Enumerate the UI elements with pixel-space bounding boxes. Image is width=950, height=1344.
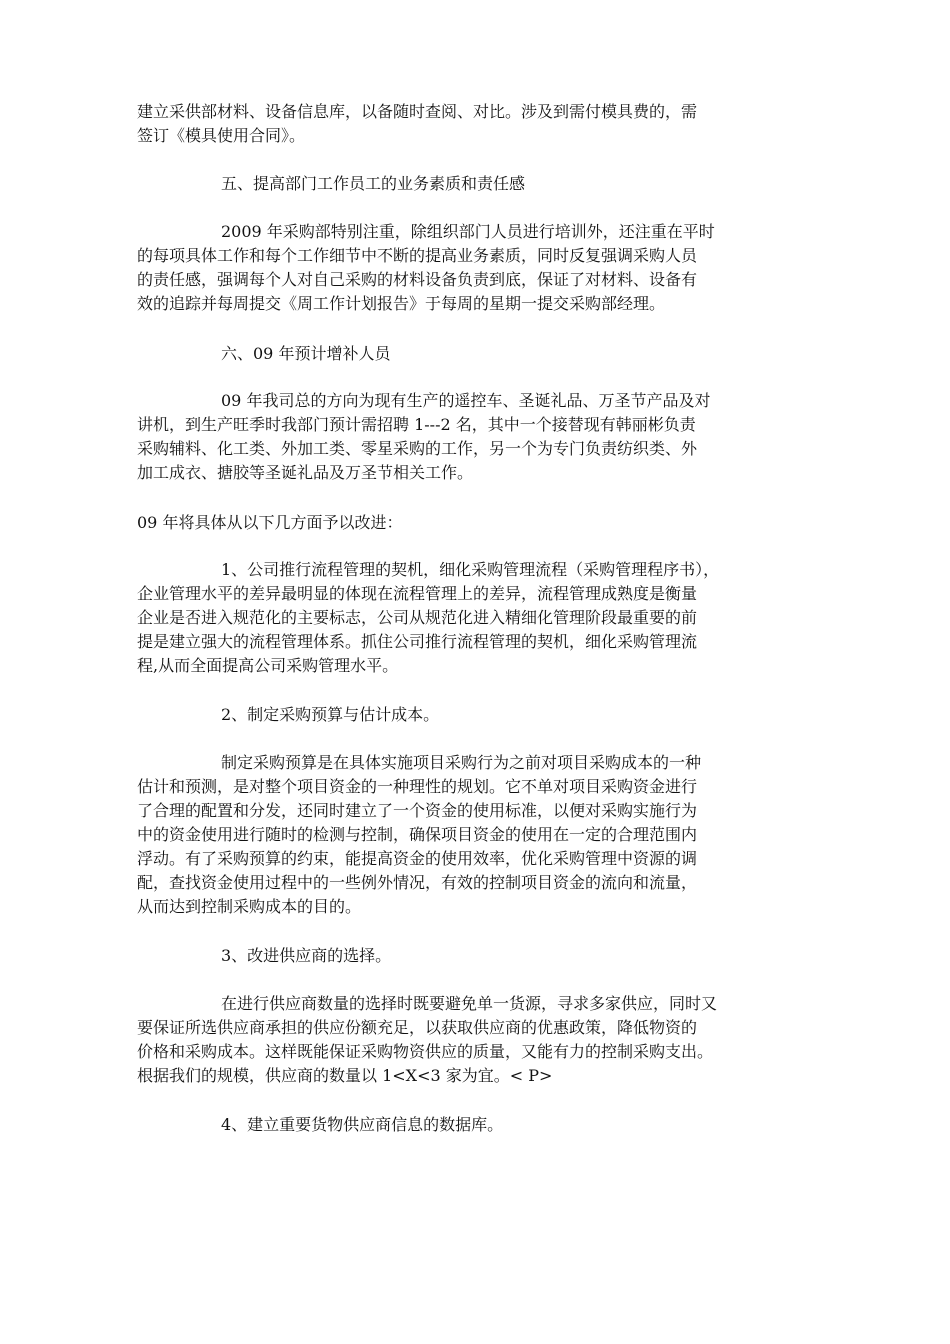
text-line: 09 年我司总的方向为现有生产的遥控车、圣诞礼品、万圣节产品及对 [221, 391, 711, 410]
item-heading-2 [137, 703, 817, 727]
heading-text: 2、制定采购预算与估计成本。 [221, 705, 440, 724]
text-line: 采购辅料、化工类、外加工类、零星采购的工作，另一个为专门负责纺织类、外 [137, 439, 698, 458]
text-line: 价格和采购成本。这样既能保证采购物资供应的质量，又能有力的控制采购支出。 [137, 1042, 714, 1061]
paragraph-procurement-budget [137, 751, 817, 919]
text-line: 程,从而全面提高公司采购管理水平。 [137, 656, 399, 675]
text-line: 估计和预测，是对整个项目资金的一种理性的规划。它不单对项目采购资金进行 [137, 777, 698, 796]
text-line: 签订《模具使用合同》。 [137, 126, 306, 145]
section-heading-6 [137, 342, 817, 366]
text-line: 09 年将具体从以下几方面予以改进： [137, 513, 403, 532]
paragraph-process-management [137, 558, 817, 678]
heading-text: 3、改进供应商的选择。 [221, 946, 392, 965]
paragraph-staff-quality [137, 220, 817, 316]
text-line: 了合理的配置和分发，还同时建立了一个资金的使用标准，以便对采购实施行为 [137, 801, 698, 820]
text-line: 提是建立强大的流程管理体系。抓住公司推行流程管理的契机，细化采购管理流 [137, 632, 698, 651]
text-line: 效的追踪并每周提交《周工作计划报告》于每周的星期一提交采购部经理。 [137, 294, 666, 313]
text-line: 企业是否进入规范化的主要标志，公司从规范化进入精细化管理阶段最重要的前 [137, 608, 698, 627]
text-line: 的每项具体工作和每个工作细节中不断的提高业务素质，同时反复强调采购人员 [137, 246, 698, 265]
heading-text: 五、提高部门工作员工的业务素质和责任感 [221, 174, 526, 193]
text-line: 中的资金使用进行随时的检测与控制，确保项目资金的使用在一定的合理范围内 [137, 825, 698, 844]
paragraph-staffing-plan [137, 389, 817, 485]
section-heading-5 [137, 172, 817, 196]
text-line: 企业管理水平的差异最明显的体现在流程管理上的差异，流程管理成熟度是衡量 [137, 584, 698, 603]
text-line: 加工成衣、搪胶等圣诞礼品及万圣节相关工作。 [137, 463, 474, 482]
text-line: 1、公司推行流程管理的契机，细化采购管理流程（采购管理程序书）， [221, 560, 720, 579]
text-line: 浮动。有了采购预算的约束，能提高资金的使用效率，优化采购管理中资源的调 [137, 849, 698, 868]
heading-text: 六、09 年预计增补人员 [221, 344, 391, 363]
text-line: 从而达到控制采购成本的目的。 [137, 897, 362, 916]
text-line: 讲机，到生产旺季时我部门预计需招聘 1---2 名，其中一个接替现有韩丽彬负责 [137, 415, 696, 434]
item-heading-3 [137, 944, 817, 968]
text-line: 2009 年采购部特别注重，除组织部门人员进行培训外，还注重在平时 [221, 222, 715, 241]
heading-text: 4、建立重要货物供应商信息的数据库。 [221, 1115, 504, 1134]
text-line: 根据我们的规模，供应商的数量以 1<X<3 家为宜。< P> [137, 1066, 553, 1085]
text-line: 要保证所选供应商承担的供应份额充足，以获取供应商的优惠政策，降低物资的 [137, 1018, 698, 1037]
paragraph-supplier-selection [137, 992, 817, 1088]
text-line: 的责任感，强调每个人对自己采购的材料设备负责到底，保证了对材料、设备有 [137, 270, 698, 289]
text-line: 制定采购预算是在具体实施项目采购行为之前对项目采购成本的一种 [221, 753, 702, 772]
improvement-intro [137, 511, 817, 535]
item-heading-4 [137, 1113, 817, 1137]
text-line: 建立采供部材料、设备信息库，以备随时查阅、对比。涉及到需付模具费的，需 [137, 102, 698, 121]
text-line: 在进行供应商数量的选择时既要避免单一货源，寻求多家供应，同时又 [221, 994, 718, 1013]
text-line: 配，查找资金使用过程中的一些例外情况，有效的控制项目资金的流向和流量， [137, 873, 698, 892]
paragraph-supplier-database [137, 100, 817, 148]
